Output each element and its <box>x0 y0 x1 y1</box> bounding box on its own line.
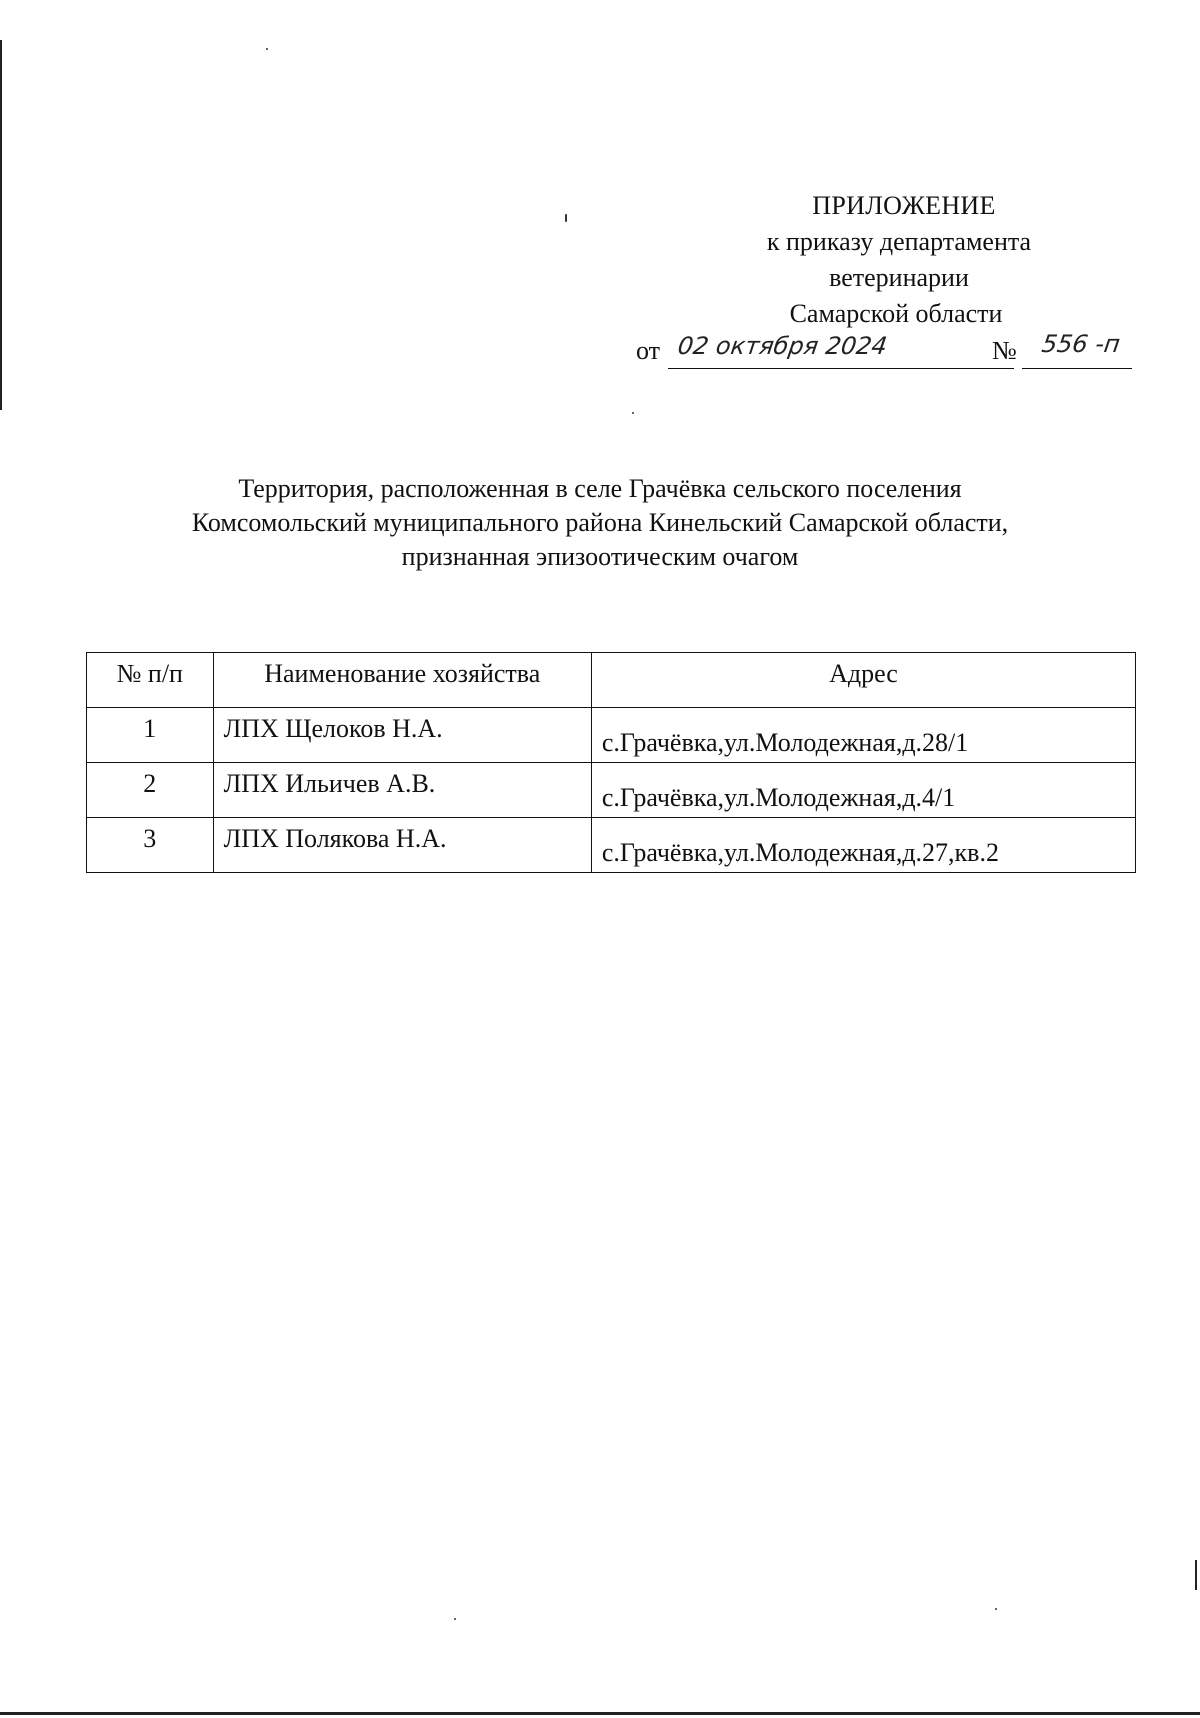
row-number: 2 <box>87 763 214 818</box>
order-number-label: № <box>992 336 1017 365</box>
table-header-row <box>87 653 1136 708</box>
row-farm-name: ЛПХ Полякова Н.А. <box>213 818 591 873</box>
row-farm-name: ЛПХ Ильичев А.В. <box>213 763 591 818</box>
scan-edge-right <box>1195 1560 1197 1590</box>
row-farm-name: ЛПХ Щелоков Н.А. <box>213 708 591 763</box>
scan-speck <box>266 48 268 50</box>
header-farm-name: Наименование хозяйства <box>213 653 591 708</box>
date-underline <box>668 368 1014 369</box>
row-address: с.Грачёвка,ул.Молодежная,д.28/1 <box>591 708 1135 763</box>
row-address: с.Грачёвка,ул.Молодежная,д.4/1 <box>591 763 1135 818</box>
scan-speck <box>454 1618 456 1620</box>
table-row <box>87 708 1136 763</box>
scan-speck <box>632 412 634 414</box>
title-line-1: Территория, расположенная в селе Грачёвка сельского поселения <box>238 474 962 503</box>
appendix-header <box>600 188 1100 332</box>
title-line-2: Комсомольский муниципального района Кинельский Самарской области, <box>191 508 1009 537</box>
document-title <box>100 472 1100 574</box>
scan-speck <box>995 1608 997 1610</box>
order-reference <box>636 330 1136 370</box>
table-row <box>87 763 1136 818</box>
scan-edge-left <box>0 40 2 410</box>
table-row <box>87 818 1136 873</box>
header-number: № п/п <box>87 653 214 708</box>
order-date-handwritten: 02 октября 2024 <box>676 332 889 360</box>
scan-edge-bottom <box>0 1712 1200 1715</box>
scan-speck <box>565 214 567 222</box>
appendix-heading: ПРИЛОЖЕНИЕ <box>812 191 996 220</box>
row-address: с.Грачёвка,ул.Молодежная,д.27,кв.2 <box>591 818 1135 873</box>
order-number-handwritten: 556 -п <box>1040 330 1122 358</box>
farms-table <box>86 652 1136 873</box>
row-number: 1 <box>87 708 214 763</box>
appendix-line-2: Самарской области <box>789 299 1003 328</box>
row-number: 3 <box>87 818 214 873</box>
title-line-3: признанная эпизоотическим очагом <box>401 542 799 571</box>
header-address: Адрес <box>591 653 1135 708</box>
number-underline <box>1022 368 1132 369</box>
order-from-label: от <box>636 336 661 365</box>
appendix-line-1: к приказу департамента ветеринарии <box>766 227 1032 292</box>
